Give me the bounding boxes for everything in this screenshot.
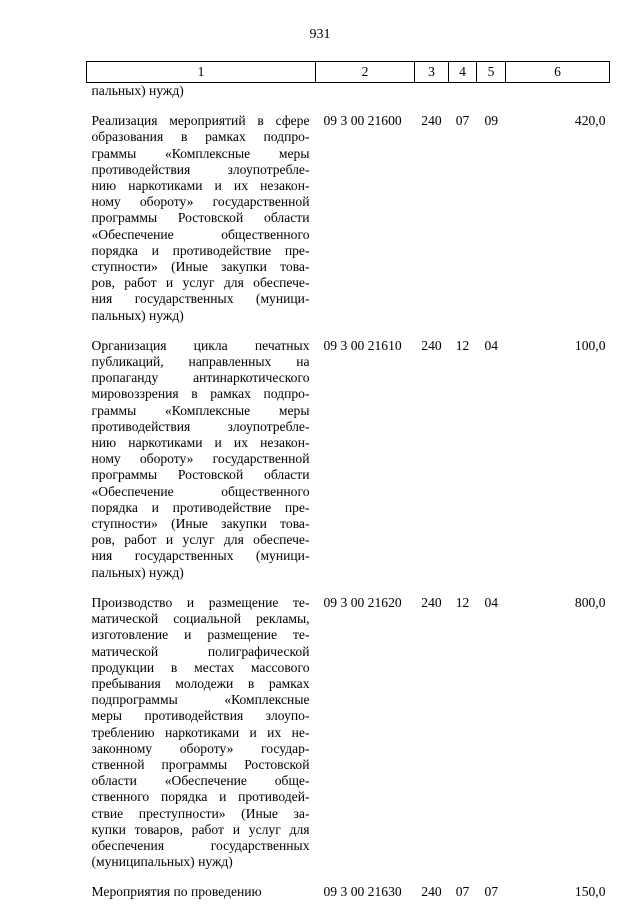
row-spacer — [87, 870, 610, 882]
row-code: 09 3 00 21600 — [323, 113, 402, 129]
row-spacer — [87, 99, 610, 111]
description-line: области «Обеспечение обще- — [91, 773, 310, 789]
row-pr: 07 — [484, 884, 499, 900]
description-line: нию наркотиками и их незакон- — [91, 435, 310, 451]
row-vr: 240 — [421, 113, 442, 129]
description-line: Реализация мероприятий в сфере — [91, 113, 310, 129]
description-line: треблению наркотиками и их не- — [91, 724, 310, 740]
description-line: изготовление и размещение те- — [91, 627, 310, 643]
row-vr: 240 — [421, 337, 442, 353]
row-description — [87, 882, 316, 900]
row-spacer — [87, 581, 610, 593]
description-line: обеспечения государственных — [91, 837, 310, 853]
description-line: граммы «Комплексные меры — [91, 402, 310, 418]
row-spacer — [87, 324, 610, 336]
description-line: противодействия злоупотребле- — [91, 161, 310, 177]
description-line: Организация цикла печатных — [91, 337, 310, 353]
description-line: ному обороту» государственной — [91, 194, 310, 210]
row-pr: 09 — [484, 113, 499, 129]
description-line: (муниципальных) нужд) — [91, 854, 233, 870]
column-header: 2 — [316, 62, 415, 83]
description-line: подпрограммы «Комплексные — [91, 692, 310, 708]
description-line: ступности» (Иные закупки това- — [91, 259, 310, 275]
row-amount: 150,0 — [574, 884, 606, 900]
description-line: противодействия злоупотребле- — [91, 418, 310, 434]
description-line: программы Ростовской области — [91, 467, 310, 483]
row-description — [87, 336, 316, 581]
description-line: ному обороту» государственной — [91, 451, 310, 467]
description-line: образования в рамках подпро- — [91, 129, 310, 145]
continuation-text: пальных) нужд) — [91, 83, 184, 98]
description-line: пальных) нужд) — [91, 564, 184, 580]
description-line: ственной программы Ростовской — [91, 756, 310, 772]
column-header: 3 — [415, 62, 449, 83]
row-description — [87, 593, 316, 870]
table-row — [87, 882, 610, 900]
table-row — [87, 336, 610, 581]
row-pr: 04 — [484, 594, 499, 610]
description-line: ступности» (Иные закупки това- — [91, 516, 310, 532]
description-line: «Обеспечение общественного — [91, 226, 310, 242]
description-line: ров, работ и услуг для обеспече- — [91, 532, 310, 548]
row-amount: 420,0 — [574, 113, 606, 129]
description-line: «Обеспечение общественного — [91, 483, 310, 499]
description-line: пребывания молодежи в рамках — [91, 675, 310, 691]
budget-table — [86, 61, 610, 901]
row-rz: 12 — [455, 337, 470, 353]
description-line: продукции в местах массового — [91, 659, 310, 675]
row-vr: 240 — [421, 594, 442, 610]
description-line: мировоззрения в рамках подпро- — [91, 386, 310, 402]
table-header-row — [87, 62, 610, 83]
description-line: публикаций, направленных на — [91, 354, 310, 370]
description-line: матической социальной рекламы, — [91, 611, 310, 627]
description-line: Мероприятия по проведению — [91, 884, 262, 900]
description-line: Производство и размещение те- — [91, 594, 310, 610]
description-line: пропаганду антинаркотического — [91, 370, 310, 386]
description-line: пальных) нужд) — [91, 307, 184, 323]
description-line: граммы «Комплексные меры — [91, 145, 310, 161]
page-number: 931 — [309, 27, 331, 42]
description-line: меры противодействия злоупо- — [91, 708, 310, 724]
column-header: 1 — [87, 62, 316, 83]
row-amount: 100,0 — [574, 337, 606, 353]
description-line: порядка и противодействие пре- — [91, 242, 310, 258]
row-rz: 07 — [455, 884, 470, 900]
table-row — [87, 593, 610, 870]
row-amount: 800,0 — [574, 594, 606, 610]
description-line: ния государственных (муници- — [91, 548, 310, 564]
row-rz: 07 — [455, 113, 470, 129]
row-code: 09 3 00 21630 — [323, 884, 402, 900]
description-line: нию наркотиками и их незакон- — [91, 178, 310, 194]
row-vr: 240 — [421, 884, 442, 900]
row-rz: 12 — [455, 594, 470, 610]
description-line: ственного порядка и противодей- — [91, 789, 310, 805]
description-line: купки товаров, работ и услуг для — [91, 821, 310, 837]
row-description — [87, 111, 316, 324]
column-header: 5 — [477, 62, 506, 83]
description-line: ров, работ и услуг для обеспече- — [91, 275, 310, 291]
description-line: ния государственных (муници- — [91, 291, 310, 307]
description-line: законному обороту» государ- — [91, 740, 310, 756]
description-line: программы Ростовской области — [91, 210, 310, 226]
description-line: порядка и противодействие пре- — [91, 499, 310, 515]
column-header: 4 — [449, 62, 477, 83]
row-pr: 04 — [484, 337, 499, 353]
continuation-row — [87, 83, 610, 100]
column-header: 6 — [506, 62, 610, 83]
description-line: матической полиграфической — [91, 643, 310, 659]
table-row — [87, 111, 610, 324]
description-line: ствие преступности» (Иные за- — [91, 805, 310, 821]
row-code: 09 3 00 21610 — [323, 337, 402, 353]
row-code: 09 3 00 21620 — [323, 594, 402, 610]
